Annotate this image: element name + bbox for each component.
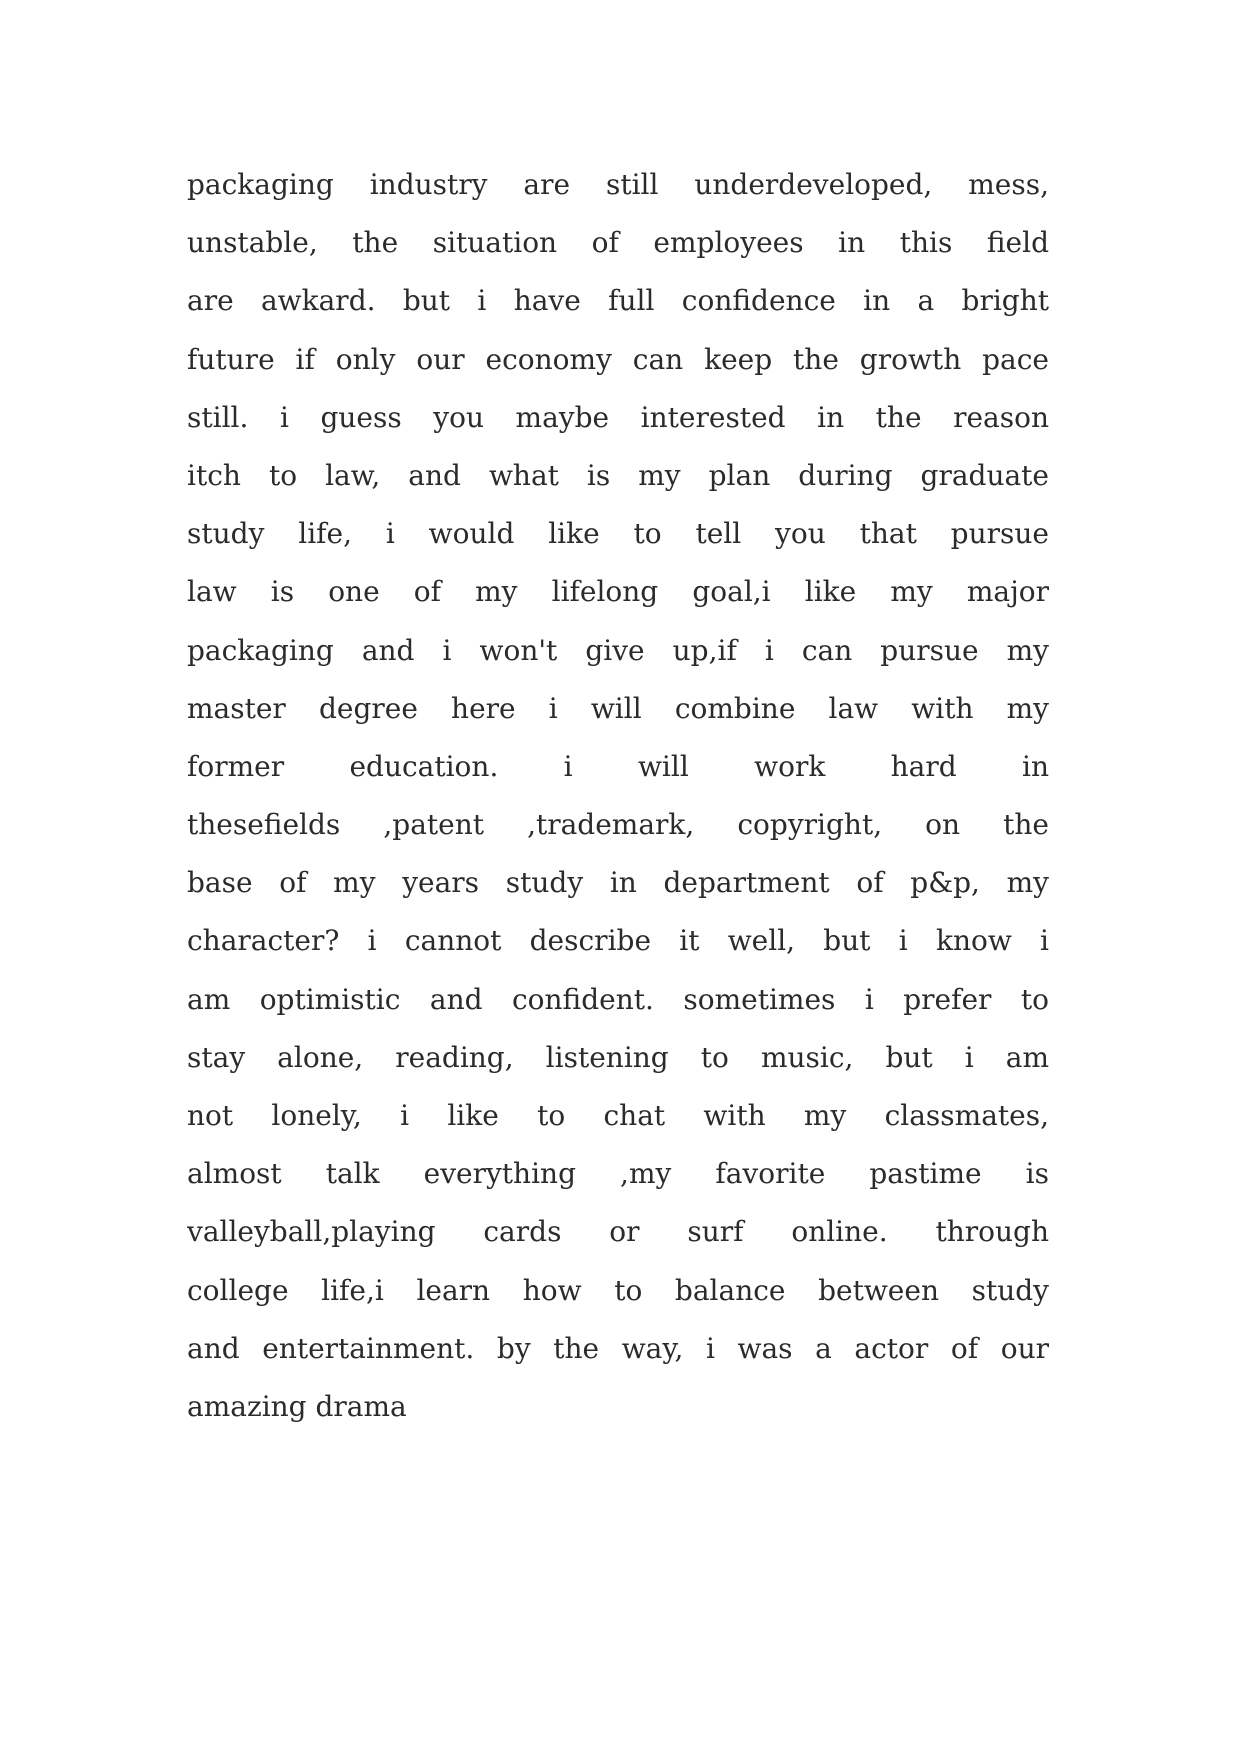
text-line: are awkard. but i have full confidence in a bright bbox=[187, 284, 1049, 318]
text-line: am optimistic and confident. sometimes i prefer to bbox=[187, 982, 1049, 1016]
text-line: still. i guess you maybe interested in the reason bbox=[187, 400, 1049, 434]
text-line: college life,i learn how to balance between study bbox=[187, 1273, 1049, 1307]
text-line: master degree here i will combine law with my bbox=[187, 691, 1049, 725]
text-line: almost talk everything ,my favorite pastime is bbox=[187, 1157, 1049, 1191]
text-line: stay alone, reading, listening to music, but i am bbox=[187, 1040, 1049, 1074]
text-line: packaging and i won't give up,if i can pursue my bbox=[187, 633, 1049, 667]
text-line: amazing drama bbox=[187, 1389, 407, 1423]
text-line: packaging industry are still underdeveloped, mess, bbox=[187, 168, 1049, 201]
text-line: not lonely, i like to chat with my classmates, bbox=[187, 1099, 1049, 1132]
text-line: former education. i will work hard in bbox=[187, 749, 1049, 783]
text-line: valleyball,playing cards or surf online. through bbox=[187, 1215, 1049, 1249]
text-line: study life, i would like to tell you that pursue bbox=[187, 517, 1049, 551]
body-text bbox=[187, 163, 1049, 1443]
text-line: and entertainment. by the way, i was a actor of our bbox=[187, 1331, 1049, 1365]
text-line: future if only our economy can keep the growth pace bbox=[187, 342, 1049, 376]
text-line: itch to law, and what is my plan during graduate bbox=[187, 458, 1049, 492]
text-line: base of my years study in department of p&p, my bbox=[187, 866, 1049, 900]
text-line: law is one of my lifelong goal,i like my major bbox=[187, 575, 1049, 609]
text-line: unstable, the situation of employees in this field bbox=[187, 226, 1049, 260]
text-line: character? i cannot describe it well, but i know i bbox=[187, 924, 1049, 958]
text-line: thesefields ,patent ,trademark, copyright, on the bbox=[187, 808, 1049, 842]
